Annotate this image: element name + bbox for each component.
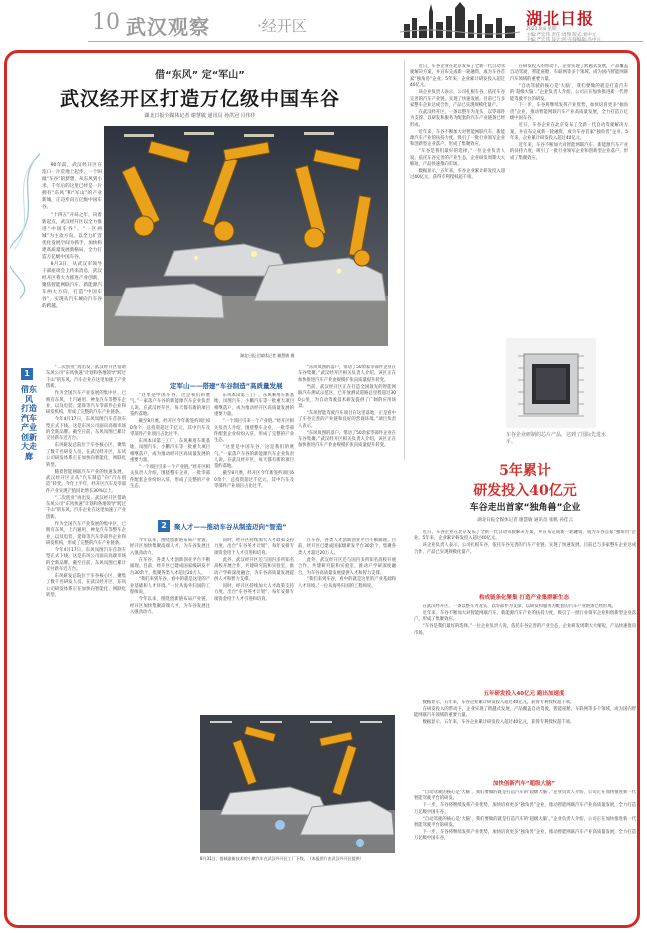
section2-col1: 今年以来，围绕创新链布局产业链，经开区加快集聚高端人才，为车谷发展注入强劲动力。 在车谷，各类人才创新创业平台不断涌现。目前，经开区已建成国家级研发平台30余个，集聚各类人才超过20万人。 “我们来到车谷，看中的就是这里的产业基础和人才环境。”一位从海外归国的工程师说。 今年以来，围绕创新链布局产业链，经开区加快集聚高端人才，为车谷发展注入强劲动力。 [130, 538, 210, 615]
bottom-photo-caption: 8月31日，搭载最新技术的小鹏汽车在武汉经开区工厂下线。（本报图片由武汉经开区提供） [200, 856, 364, 861]
page-number: 10 [92, 10, 120, 35]
right-headline-line2: 研发投入40亿元 [473, 483, 577, 499]
section1-number: 1 [21, 368, 33, 380]
section1-col2b: 东风本田第三工厂、东风乘用车新基地、岚图汽车、小鹏汽车等一批重大项目相继落户，成为推动经开区高质量发展的重要力量。 “一个项目引来一个产业链。”经开区相关负责人介绍，围绕整车企业，一批零部件配套企业纷纷入驻，形成了完整的产业生态。 “这里是中国车谷，这是我们的底气。”一家落户车谷的新能源汽车企业负责人说。在武汉经开区，每天都有新的项目签约落地。 截至8月底，经开区今年新签约项目60余个，总投资超过千亿元，其中汽车及零部件产业项目占比过半。 [214, 393, 294, 490]
section2-col2: 同时，经开区持续加大人才政策支持力度，出台“车谷英才计划”，每年安排专项资金用于人才引进和培育。 此外，武汉经开区还与国内多所知名高校开展合作，共建研究院和实验室，推动产学研深度融合，为车谷高质量发展提供人才和智力支撑。 同时，经开区持续加大人才政策支持力度，出台“车谷英才计划”，每年安排专项资金用于人才引进和培育。 [214, 538, 294, 602]
section1-col2-heading: 定军山——搭建“车谷制造”高质量发展 [170, 382, 283, 390]
photo-caption: 湖北日报全媒体记者 谢慧敏 摄 [240, 353, 295, 358]
right-headline-line1: 5年累计 [499, 463, 551, 479]
right-section-1: 在武汉经开区，一条以整车为龙头、以零部件为支撑、以研发和服务为配套的汽车产业链条已经形成。 近年来，车谷不断加大对智能网联汽车、新能源汽车产业的扶持力度，吸引了一批行业领军企业和创新型企业落户，形成了集聚效应。 “车谷是我们最好的选择。”一位企业负责人说。依托车谷完善的产业生态，企业研发周期大大缩短，产品快速推向市场。 [414, 604, 636, 636]
right-subheadline: 车谷走出首家“独角兽”企业 [469, 503, 581, 513]
right-section-3: “自动驾驶的核心是‘大脑’，我们要做的就是打造汽车的‘超级大脑’。”企业负责人介绍，公司正在加快推进新一代智能驾驶平台的研发。 下一步，车谷将继续发挥产业优势，加快培育更多“独角兽”企业，推动智能网联汽车产业高质量发展，全力打造万亿级中国车谷。 “自动驾驶的核心是‘大脑’，我们要做的就是打造汽车的‘超级大脑’。”企业负责人介绍，公司正在加快推进新一代智能驾驶平台的研发。 下一步，车谷将继续发挥产业优势，加快培育更多“独角兽”企业，推动智能网联汽车产业高质量发展，全力打造万亿级中国车谷。 [414, 790, 636, 842]
section1-col2a: “这里是中国车谷，这是我们的底气。”一家落户车谷的新能源汽车企业负责人说。在武汉经开区，每天都有新的项目签约落地。 截至8月底，经开区今年新签约项目60余个，总投资超过千亿元，其中汽车及零部件产业项目占比过半。 东风本田第三工厂、东风乘用车新基地、岚图汽车、小鹏汽车等一批重大项目相继落户，成为推动经开区高质量发展的重要力量。 “一个项目引来一个产业链。”经开区相关负责人介绍，围绕整车企业，一批零部件配套企业纷纷入驻，形成了完整的产业生态。 [130, 393, 210, 490]
byline: 湖北日报全媒体记者 谢慧敏 通讯员 孙洪冠 吕伟佳 [144, 113, 256, 119]
section2-heading: 聚人才——推动车谷从制造迈向“智造” [174, 523, 287, 531]
right-upper-col2: 在研发投入的带动下，企业实现了跨越式发展，产品覆盖自动驾驶、智能座舱、车联网等多个领域，成为国内智能网联汽车领域的重要力量。 “自动驾驶的核心是‘大脑’，我们要做的就是打造汽车的‘超级大脑’。”企业负责人介绍，公司正在加快推进新一代智能驾驶平台的研发。 下一步，车谷将继续发挥产业优势，加快培育更多“独角兽”企业，推动智能网联汽车产业高质量发展，全力打造万亿级中国车谷。 近日，车谷企业在北京发布了全新一代自动驾驶解决方案，并宣布完成新一轮融资，成为车谷首家“独角兽”企业。5年来，企业累计研发投入超过40亿元。 近年来，车谷不断加大对智能网联汽车、新能源汽车产业的扶持力度，吸引了一批行业领军企业和创新型企业落户，形成了集聚效应。 [510, 64, 628, 161]
right-article-intro: 近日，车谷企业在北京发布了全新一代自动驾驶解决方案，并宣布完成新一轮融资，成为车谷首家“独角兽”企业。5年来，企业累计研发投入超过40亿元。 该企业负责人表示，公司扎根车谷，依托车谷完善的汽车产业链，实现了快速发展。目前已与多家整车企业达成合作，产品已实现规模化量产。 [414, 530, 636, 555]
factory-robots-photo [104, 126, 388, 346]
right-subhead-2: 五年研发投入40亿元 跑出加速度 [483, 691, 565, 697]
section2-col3: 在车谷，各类人才创新创业平台不断涌现。目前，经开区已建成国家级研发平台30余个，集聚各类人才超过20万人。 此外，武汉经开区还与国内多所知名高校开展合作，共建研究院和实验室，推动产学研深度融合，为车谷高质量发展提供人才和智力支撑。 “我们来到车谷，看中的就是这里的产业基础和人才环境。”一位从海外归国的工程师说。 [298, 538, 396, 589]
masthead [0, 0, 647, 42]
section1-col3: “东风岚图的落户，带动了50余家零部件企业在车谷集聚。”武汉经开区相关负责人介绍，该区正在加快推进汽车产业由规模扩张向质量提升转变。 当前，武汉经开区正在打造全国领先的智能网联汽车测试示范区，已开放测试道路总里程超过300公里，为自动驾驶技术研发提供了广阔的应用场景。 “东风智能驾驶汽车项目在这里落地，正是看中了车谷完善的产业链和良好的营商环境。”项目负责人表示。 “东风岚图的落户，带动了50余家零部件企业在车谷集聚。”武汉经开区相关负责人介绍，该区正在加快推进汽车产业由规模扩张向质量提升转变。 [298, 365, 396, 449]
decorative-swirl-icon [10, 150, 44, 300]
section1-side-title [16, 365, 42, 540]
kicker: 借“东风” 定“军山” [155, 70, 245, 81]
section2-number: 2 [158, 520, 170, 532]
right-upper-col: 近日，车谷企业在北京发布了全新一代自动驾驶解决方案，并宣布完成新一轮融资，成为车谷首家“独角兽”企业。5年来，企业累计研发投入超过40亿元。 该企业负责人表示，公司扎根车谷，依托车谷完善的汽车产业链，实现了快速发展。目前已与多家整车企业达成合作，产品已实现规模化量产。 在武汉经开区，一条以整车为龙头、以零部件为支撑、以研发和服务为配套的汽车产业链条已经形成。 近年来，车谷不断加大对智能网联汽车、新能源汽车产业的扶持力度，吸引了一批行业领军企业和创新型企业落户，形成了集聚效应。 “车谷是我们最好的选择。”一位企业负责人说。依托车谷完善的产业生态，企业研发周期大大缩短，产品快速推向市场。 数据显示，五年来，车谷企业累计研发投入超过40亿元，获得专利授权超千项。 [410, 64, 505, 181]
car-assembly-photo [200, 715, 395, 853]
column-divider [404, 60, 405, 460]
right-byline: 湖北日报全媒体记者 谢慧敏 通讯员 张帆 孙佳云 [477, 518, 573, 523]
page-headline: 武汉经开区打造万亿级中国车谷 [59, 88, 340, 110]
lead-text: 90年前，武汉经开区在沌口一片荒地上起步。一个叫做“车谷”的梦想，从东风到小米，千年后的这里已经是一片拥有“东风”和“军山”的产业新城，正迈步向万亿级中国车谷。 “十四五”开局之年，向着新起点，武汉经开区以全力推进“中国车谷”、“一区两城”为主攻方向，以全力扩容优化发展空间为抓手，加快构建高质量发展新格局，全力打造万亿级中国车谷。 9月3日，从武汉市领导干部座谈会上传来消息，武汉经开区将大力推进产业创新，聚焦智能网联汽车、新能源汽车两大方向，打造“中国车谷”，实现从汽车城向汽车谷的跨越。 [42, 163, 102, 308]
right-section-2: 数据显示，五年来，车谷企业累计研发投入超过40亿元，获得专利授权超千项。 在研发投入的带动下，企业实现了跨越式发展，产品覆盖自动驾驶、智能座舱、车联网等多个领域，成为国内智能网联汽车领域的重要力量。 数据显示，五年来，车谷企业累计研发投入超过40亿元，获得专利授权超千项。 [414, 700, 636, 726]
masthead-rule [88, 41, 643, 42]
right-subhead-3: 加快创新汽车“超级大脑” [492, 781, 556, 787]
chip-caption: 车谷企业研制的芯片产品，达到了国际先进水平。 [506, 432, 607, 445]
section1-head-row [170, 381, 283, 390]
section-title: 武汉观察 [126, 15, 210, 39]
section1-col1: “二次创业”再出发，武汉经开区借助东风公司“东风快速”计划和各地领导“跨过千山”的东风，汽车企业在这里加速了产业创新。 作为全国汽车产业发展的集中区，已拥有东风、上汽通用、神龙汽车等整车企业，以及电装、延锋等汽车零部件企业和研发机构，形成了完整的汽车产业链条。 今年4月17日，东风岚图汽车首款车型正式下线，这是东风公司面向高端市场的全新品牌。截至目前，东风岚图已累计交付新车近万台。 东风研发总院位于车谷核心区，聚集了数千名研发人员。在武汉经开区，东风公司研发体系正在加快向智能化、网联化转型。 随着智能网联汽车产业的快速发展，武汉经开区正从“汽车制造”向“汽车创造”转变。今年上半年，经开区汽车及零部件产业实现产值同比增长30%以上。 “二次创业”再出发，武汉经开区借助东风公司“东风快速”计划和各地领导“跨过千山”的东风，汽车企业在这里加速了产业创新。 作为全国汽车产业发展的集中区，已拥有东风、上汽通用、神龙汽车等整车企业，以及电装、延锋等汽车零部件企业和研发机构，形成了完整的汽车产业链条。 今年4月17日，东风岚图汽车首款车型正式下线，这是东风公司面向高端市场的全新品牌。截至目前，东风岚图已累计交付新车近万台。 东风研发总院位于车谷核心区，聚集了数千名研发人员。在武汉经开区，东风公司研发体系正在加快向智能化、网联化转型。 [46, 365, 126, 599]
section1-title: 借东风 打造汽车产业创新大走廊 [21, 385, 37, 461]
city-skyline-icon [400, 2, 520, 38]
chip-product-photo [506, 338, 596, 428]
right-subhead-1: 构成链条化聚集 打造产业集群新生态 [479, 595, 569, 601]
section-subtitle: ·经开区 [257, 17, 307, 35]
newspaper-logo: 湖北日报 [526, 9, 595, 28]
issue-meta: 2021.9.8 星期三 主编:严宏伟 责任:周翔 版式:刘中元 [526, 27, 597, 38]
